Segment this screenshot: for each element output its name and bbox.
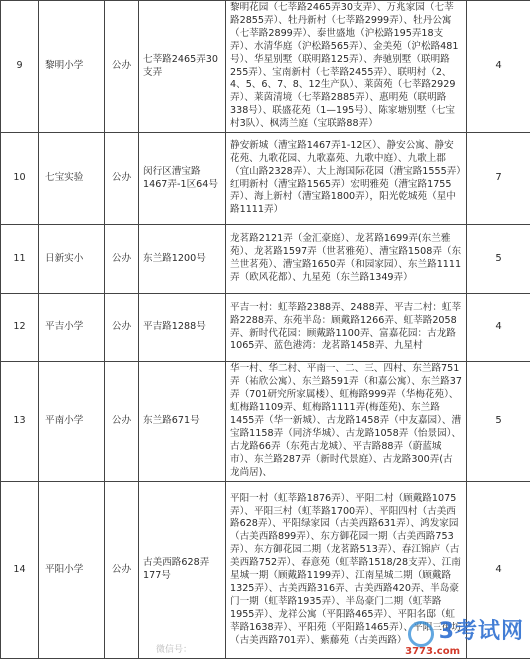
school-address: 东兰路671号	[139, 362, 226, 482]
row-number: 12	[1, 294, 39, 362]
school-name: 黎明小学	[39, 1, 105, 133]
enrollment-area: 龙茗路2121弄（金汇豪庭）、龙茗路1699弄(东兰雅苑）、龙茗路1597弄（世茗雅苑）、漕宝路1508弄（东兰世茗苑）、漕宝路1650弄（和园家园）、东兰路1111弄（欧风花都）、九星苑（东兰路1349弄）	[226, 225, 467, 294]
enrollment-area: 平吉一村：虹莘路2388弄、2488弄、平吉二村：虹莘路2288弄、东苑半岛：顾戴路1266弄、虹莘路2058弄、新时代花园：顾戴路1100弄、富嘉花园：古龙路1065弄、蓝色港湾：龙茗路1458弄、九星村	[226, 294, 467, 362]
enrollment-area: 平阳一村（虹莘路1876弄）、平阳二村（顾戴路1075弄）、平阳三村（虹莘路1700弄）、平阳四村（古美西路628弄）、平阳绿家园（古美西路631弄）、鸿发家园（古美西路899弄）、东方御花园一期（古美西路753弄）、东方御花园二期（龙茗路513弄）、春江锦庐（古美西路752弄）、春意苑（虹莘路1518/28支弄）、江南星城一期（顾戴路1199弄）、江南星城二期（顾戴路1325弄）、古美西路316弄、古美西路420弄、半岛豪门一期（虹莘路1935弄）、半岛豪门二期（虹莘路1955弄）、龙祥公寓（平阳路465弄）、平阳名邸（虹莘路1638弄）、平阳苑（平阳路1465弄）、平阳三街坊（古美西路701弄）、紫藤苑（古美西路）	[226, 482, 467, 659]
row-number: 14	[1, 482, 39, 659]
school-address: 七莘路2465弄30支弄	[139, 1, 226, 133]
table-row	[1, 133, 530, 225]
class-count: 4	[467, 294, 530, 362]
school-name: 平吉小学	[39, 294, 105, 362]
school-type: 公办	[105, 133, 139, 225]
school-address: 平吉路1288号	[139, 294, 226, 362]
brand-watermark: 3考试网	[439, 614, 524, 645]
class-count: 7	[467, 133, 530, 225]
row-number: 11	[1, 225, 39, 294]
table-row	[1, 294, 530, 362]
school-type: 公办	[105, 482, 139, 659]
table-row	[1, 482, 530, 659]
row-number: 9	[1, 1, 39, 133]
school-type: 公办	[105, 362, 139, 482]
enrollment-area: 静安新城（漕宝路1467弄1-12区）、静安公寓、静安花苑、九歌花园、九歌嘉苑、九歌中庭）、九歌上郡（宜山路2328弄）、大上海国际花园（漕宝路1555弄）红明新村（漕宝路1565弄）宏明雅苑（漕宝路1755弄）、海上新村（漕宝路1800弄），阳光乾城苑（星中路1111弄）	[226, 133, 467, 225]
class-count: 5	[467, 362, 530, 482]
table-row	[1, 362, 530, 482]
school-type: 公办	[105, 225, 139, 294]
row-number: 13	[1, 362, 39, 482]
wechat-watermark: 微信号：	[156, 642, 192, 655]
brand-url-watermark: 3773.com	[405, 646, 460, 657]
table-row	[1, 1, 530, 133]
school-address: 闵行区漕宝路1467弄-1区64号	[139, 133, 226, 225]
table-row	[1, 225, 530, 294]
school-address: 古美西路628弄177号	[139, 482, 226, 659]
row-number: 10	[1, 133, 39, 225]
school-name: 日新实小	[39, 225, 105, 294]
class-count: 4	[467, 1, 530, 133]
class-count: 5	[467, 225, 530, 294]
school-name: 平阳小学	[39, 482, 105, 659]
school-name: 平南小学	[39, 362, 105, 482]
class-count: 4	[467, 482, 530, 659]
school-type: 公办	[105, 1, 139, 133]
school-address: 东兰路1200号	[139, 225, 226, 294]
enrollment-area: 黎明花园（七莘路2465弄30支弄）、万兆家园（七莘路2855弄）、牡丹新村（七莘路2999弄）、牡丹公寓（七莘路2899弄）、泰世盛地（沪松路195弄18支弄）、水清华庭（沪松路565弄）、金美苑（沪松路481号）、华星别墅（联明路125弄）、奔驰别墅（联明路255弄）、宝南新村（七莘路2455弄）、联明村（2、4、5、6、7、8、12生产队）、莱茵苑（七莘路2929弄）、莱茵清境（七莘路2885弄）、惠明苑（联明路338号）、联盛花苑（1—195号）、陈家塘别墅（七宝村3队）、枫湾兰庭（宝联路88弄）	[226, 1, 467, 133]
school-name: 七宝实验	[39, 133, 105, 225]
school-type: 公办	[105, 294, 139, 362]
enrollment-area: 华一村、华二村、平南一、二、三、四村、东兰路751弄（祐欣公寓）、东兰路591弄（和嘉公寓）、东兰路37弄（701研究所家属楼）、虹梅路999弄（华梅花苑）、虹梅路1109弄、虹梅路1111弄(梅莲苑)、东兰路1455弄（华一新城）、古龙路1458弄（中友嘉园）、漕宝路1158弄（同济华城）、古龙路1058弄（怡景园）、古龙路66弄（东苑古龙城）、平吉路88弄（蔚蓝城市）、东兰路287弄（新时代景庭）、古龙路300弄(古龙尚居)、	[226, 362, 467, 482]
